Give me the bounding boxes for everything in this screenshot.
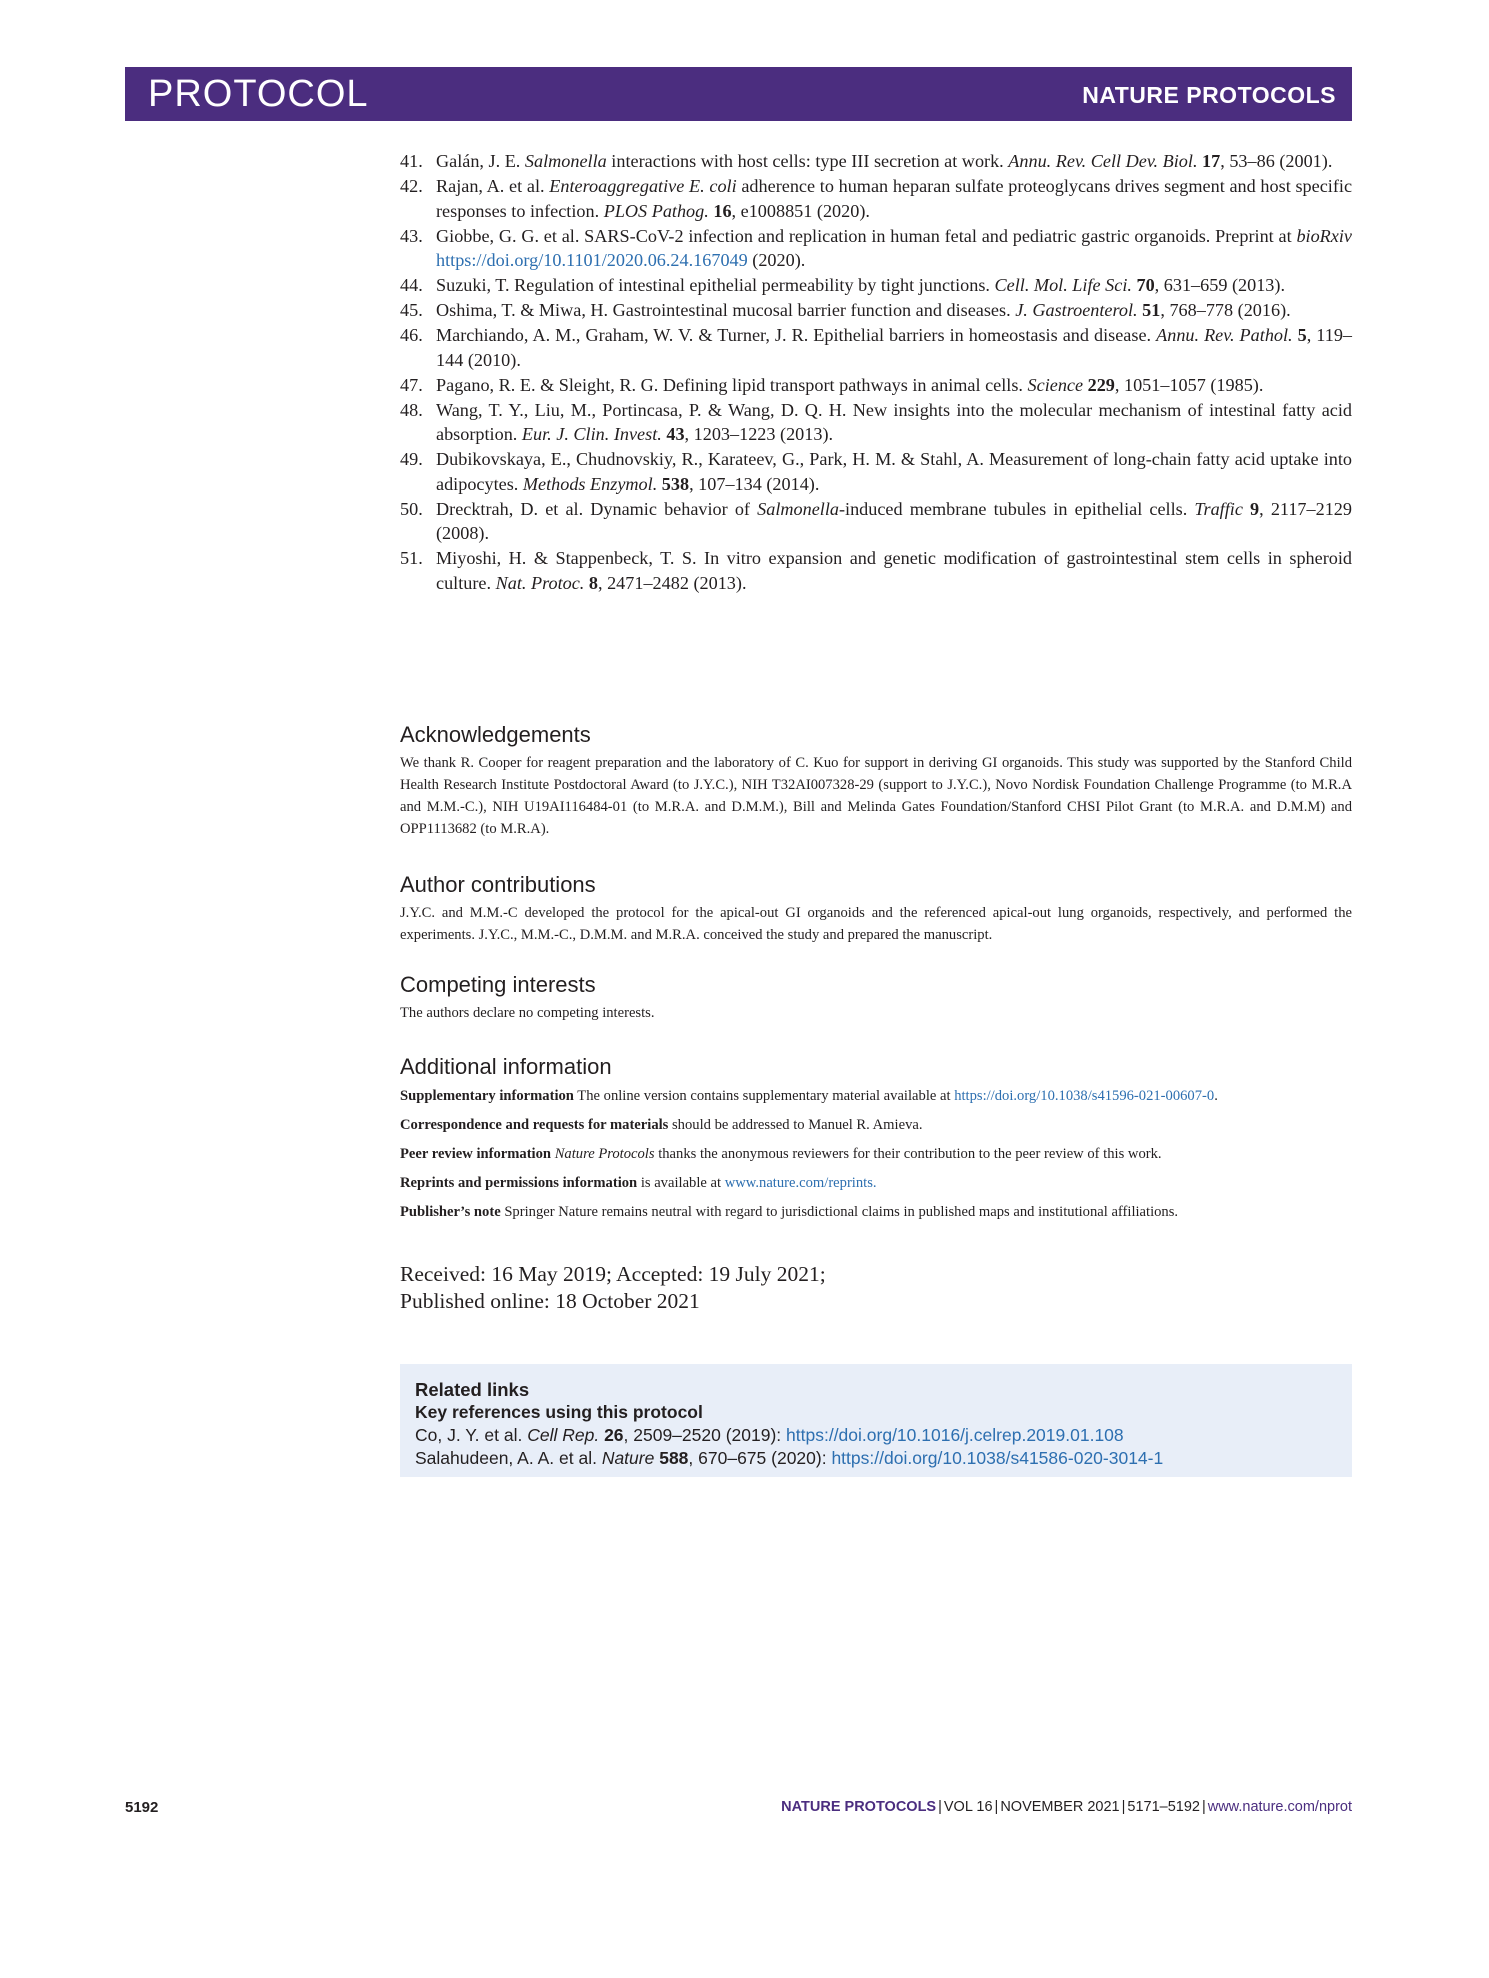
footer-date: NOVEMBER 2021: [1000, 1799, 1120, 1815]
journal-name: NATURE PROTOCOLS: [1082, 82, 1336, 108]
reference-item: 47. Pagano, R. E. & Sleight, R. G. Defining lipid transport pathways in animal cells. Science 229, 1051–1057 (1985).: [400, 374, 1264, 395]
reference-item: 41. Galán, J. E. Salmonella interactions with host cells: type III secretion at work. Annu. Rev. Cell Dev. Biol. 17, 53–86 (2001).: [400, 151, 1333, 171]
related-links-title: Related links: [415, 1379, 530, 1400]
correspondence-info: Correspondence and requests for materials should be addressed to Manuel R. Amieva.: [400, 1117, 923, 1133]
received-accepted-date: Received: 16 May 2019; Accepted: 19 July 2021;: [400, 1262, 826, 1286]
author-contributions-section: [400, 872, 1352, 946]
reference-item: 43. Giobbe, G. G. et al. SARS-CoV-2 infection and replication in human fetal and pediatric gastric organoids. Preprint at bioRxiv https://doi.org/10.1101/2020.06.24.167049 (2020).: [400, 225, 1352, 270]
section-body: We thank R. Cooper for reagent preparation and the laboratory of C. Kuo for support in deriving GI organoids. This study was supported by the Stanford Child Health Research Institute Postdoctoral Award (to J.Y.C.), NIH T32AI007328-29 (support to J.Y.C.), Novo Nordisk Foundation Challenge Programme (to M.R.A and M.M.-C.), NIH U19AI116484-01 (to M.R.A. and D.M.M.), Bill and Melinda Gates Foundation/Stanford CHSI Pilot Grant (to M.R.A. and D.M.M) and OPP1113682 (to M.R.A).: [400, 755, 1352, 837]
additional-information-section: [400, 1054, 1352, 1231]
reference-link[interactable]: https://doi.org/10.1101/2020.06.24.167049: [436, 250, 748, 270]
related-links-box: [400, 1364, 1352, 1477]
reference-item: 48. Wang, T. Y., Liu, M., Portincasa, P. & Wang, D. Q. H. New insights into the molecular mechanism of intestinal fatty acid absorption. Eur. J. Clin. Invest. 43, 1203–1223 (2013).: [400, 399, 1352, 444]
page-number: 5192: [125, 1799, 159, 1816]
published-date: Published online: 18 October 2021: [400, 1289, 700, 1313]
section-heading: Acknowledgements: [400, 722, 591, 747]
acknowledgements-section: [400, 722, 1352, 840]
section-body: The authors declare no competing interests.: [400, 1005, 655, 1021]
related-reference: Co, J. Y. et al. Cell Rep. 26, 2509–2520 (2019): https://doi.org/10.1016/j.celrep.2019.01.108: [415, 1425, 1124, 1445]
reference-item: 45. Oshima, T. & Miwa, H. Gastrointestinal mucosal barrier function and diseases. J. Gastroenterol. 51, 768–778 (2016).: [400, 300, 1291, 320]
section-body: J.Y.C. and M.M.-C developed the protocol for the apical-out GI organoids and the referenced apical-out lung organoids, respectively, and performed the experiments. J.Y.C., M.M.-C., D.M.M. and M.R.A. conceived the study and prepared the manuscript.: [400, 905, 1352, 943]
reference-item: 49. Dubikovskaya, E., Chudnovskiy, R., Karateev, G., Park, H. M. & Stahl, A. Measurement of long-chain fatty acid uptake into adipocytes. Methods Enzymol. 538, 107–134 (2014).: [400, 449, 1352, 494]
peer-review-info: Peer review information Nature Protocols thanks the anonymous reviewers for their contribution to the peer review of this work.: [400, 1146, 1162, 1162]
reference-item: 50. Drecktrah, D. et al. Dynamic behavior of Salmonella-induced membrane tubules in epithelial cells. Traffic 9, 2117–2129 (2008).: [400, 498, 1352, 543]
competing-interests-section: [400, 972, 1352, 1024]
related-link[interactable]: https://doi.org/10.1038/s41586-020-3014-1: [831, 1448, 1164, 1468]
reference-item: 44. Suzuki, T. Regulation of intestinal epithelial permeability by tight junctions. Cell. Mol. Life Sci. 70, 631–659 (2013).: [400, 275, 1285, 295]
related-link[interactable]: https://doi.org/10.1016/j.celrep.2019.01.108: [786, 1425, 1124, 1445]
reference-item: 42. Rajan, A. et al. Enteroaggregative E. coli adherence to human heparan sulfate proteoglycans drives segment and host specific responses to infection. PLOS Pathog. 16, e1008851 (2020).: [400, 176, 1353, 221]
reference-list: [400, 149, 1352, 596]
footer-volume: VOL 16: [943, 1799, 993, 1815]
article-type-label: PROTOCOL: [148, 73, 369, 115]
reprints-info: Reprints and permissions information is available at www.nature.com/reprints.: [400, 1175, 877, 1191]
section-heading: Competing interests: [400, 972, 596, 997]
reference-item: 46. Marchiando, A. M., Graham, W. V. & Turner, J. R. Epithelial barriers in homeostasis and disease. Annu. Rev. Pathol. 5, 119–144 (2010).: [400, 325, 1353, 370]
supplementary-info: Supplementary information The online version contains supplementary material available at https://doi.org/10.1038/s41596-021-00607-0.: [400, 1088, 1218, 1104]
related-reference: Salahudeen, A. A. et al. Nature 588, 670–675 (2020): https://doi.org/10.1038/s41586-020-3014-1: [415, 1448, 1164, 1468]
header-banner: [125, 67, 1352, 121]
reference-item: 51. Miyoshi, H. & Stappenbeck, T. S. In vitro expansion and genetic modification of gastrointestinal stem cells in spheroid culture. Nat. Protoc. 8, 2471–2482 (2013).: [400, 548, 1352, 593]
footer-journal: NATURE PROTOCOLS: [781, 1799, 937, 1815]
section-heading: Additional information: [400, 1054, 612, 1079]
related-links-subtitle: Key references using this protocol: [415, 1402, 703, 1422]
article-dates: [400, 1261, 826, 1315]
footer-url[interactable]: www.nature.com/nprot: [1207, 1799, 1352, 1815]
section-heading: Author contributions: [400, 872, 596, 897]
reprints-link[interactable]: www.nature.com/reprints.: [724, 1175, 877, 1191]
footer-citation: NATURE PROTOCOLS | VOL 16 | NOVEMBER 2021 | 5171–5192 | www.nature.com/nprot: [781, 1799, 1352, 1815]
supplementary-link[interactable]: https://doi.org/10.1038/s41596-021-00607-0: [954, 1088, 1215, 1104]
footer-pages: 5171–5192: [1127, 1799, 1200, 1815]
publisher-note: Publisher’s note Springer Nature remains neutral with regard to jurisdictional claims in published maps and institutional affiliations.: [400, 1204, 1179, 1220]
